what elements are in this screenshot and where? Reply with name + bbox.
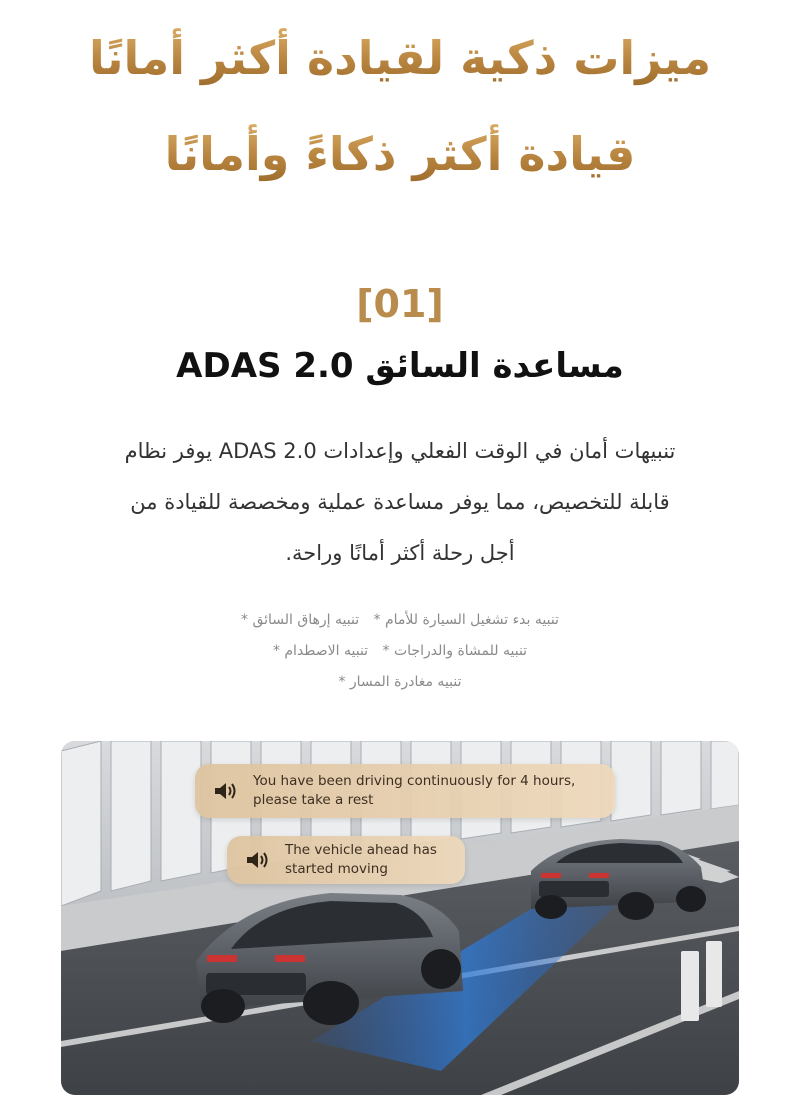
alert-text	[253, 772, 575, 810]
alert-text-line: started moving	[285, 861, 388, 877]
section-description	[90, 426, 710, 579]
description-line: أجل رحلة أكثر أمانًا وراحة.	[285, 541, 515, 565]
speaker-icon	[213, 780, 239, 802]
feature-list	[100, 605, 700, 698]
feature-item: تنبيه الاصطدام *	[273, 636, 368, 667]
description-line: قابلة للتخصيص، مما يوفر مساعدة عملية ومخصصة للقيادة من	[130, 490, 670, 514]
alert-text-line: please take a rest	[253, 792, 374, 808]
feature-row	[100, 605, 700, 636]
adas-illustration	[61, 741, 739, 1095]
description-line: تنبيهات أمان في الوقت الفعلي وإعدادات ADAS 2.0 يوفر نظام	[124, 439, 676, 463]
feature-row	[100, 636, 700, 667]
vehicle-start-alert-bubble	[227, 836, 465, 884]
feature-item: تنبيه إرهاق السائق *	[241, 605, 359, 636]
alert-text-line: The vehicle ahead has	[285, 842, 437, 858]
feature-row	[100, 667, 700, 698]
alert-text	[285, 841, 437, 879]
section-title: ADAS 2.0 مساعدة السائق	[176, 346, 624, 386]
hero-title-line-2: قيادة أكثر ذكاءً وأمانًا	[0, 124, 800, 184]
hero-title-line-1: ميزات ذكية لقيادة أكثر أمانًا	[0, 28, 800, 88]
feature-item: تنبيه بدء تشغيل السيارة للأمام *	[374, 605, 559, 636]
feature-item: تنبيه مغادرة المسار *	[338, 667, 461, 698]
speaker-icon	[245, 849, 271, 871]
fatigue-alert-bubble	[195, 764, 615, 818]
alert-text-line: You have been driving continuously for 4 hours,	[253, 773, 576, 789]
feature-item: تنبيه للمشاة والدراجات *	[383, 636, 528, 667]
section-number: [01]	[356, 282, 444, 326]
